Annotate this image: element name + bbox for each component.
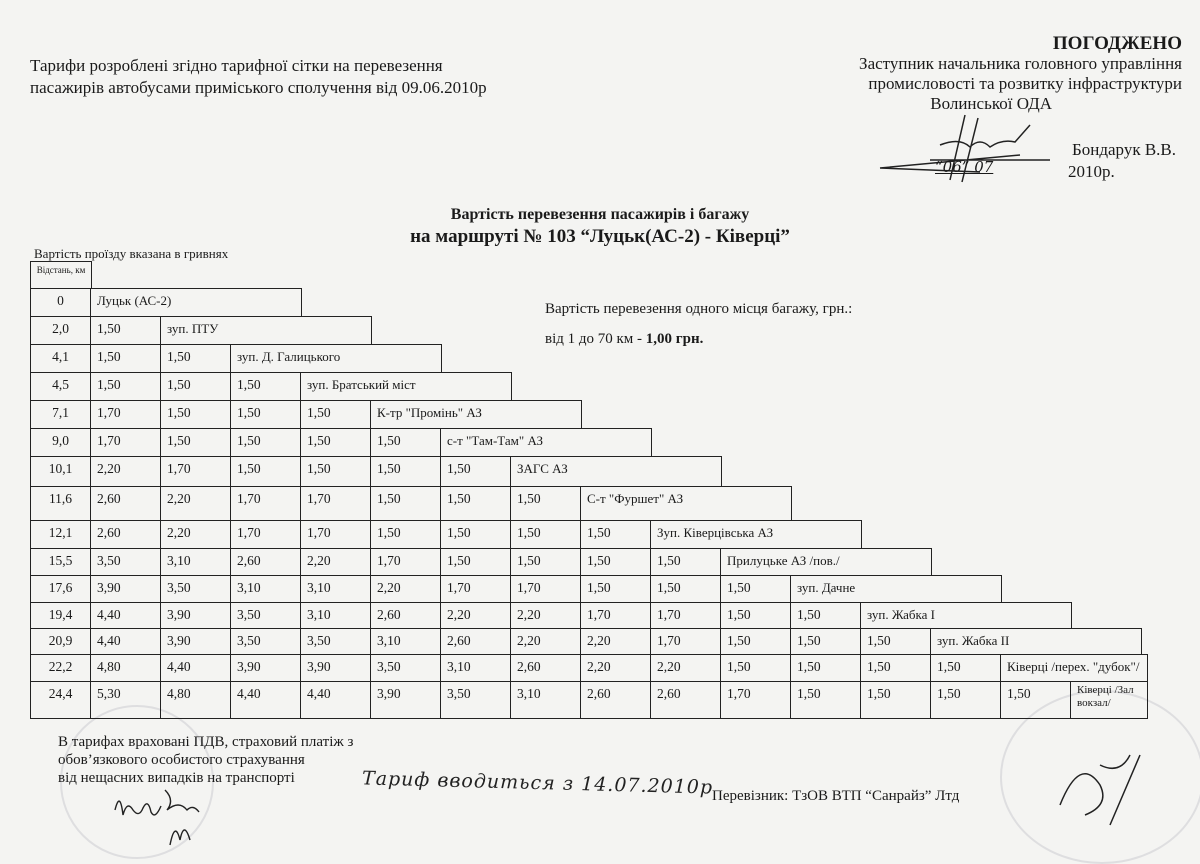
fare-cell: 2,60 — [440, 628, 511, 655]
fare-cell: 1,50 — [300, 400, 371, 429]
fare-cell: 1,70 — [510, 575, 581, 603]
approval-line: Заступник начальника головного управління — [859, 54, 1182, 73]
fare-cell: 1,50 — [720, 628, 791, 655]
title-line-1: Вартість перевезення пасажирів і багажу — [450, 206, 750, 223]
fare-cell: 4,40 — [300, 681, 371, 719]
approval-label: ПОГОДЖЕНО — [1052, 33, 1182, 54]
fare-cell: 1,70 — [90, 428, 161, 457]
fare-cell: 1,70 — [160, 456, 231, 487]
fare-cell: 1,70 — [300, 520, 371, 549]
distance-cell: 22,2 — [30, 654, 91, 682]
stop-name-cell: Прилуцьке АЗ /пов./ — [720, 548, 932, 576]
carrier-signature — [110, 780, 250, 850]
fare-cell: 2,20 — [650, 654, 721, 682]
fare-cell: 2,60 — [510, 654, 581, 682]
fare-cell: 1,50 — [720, 602, 791, 629]
distance-cell: 20,9 — [30, 628, 91, 655]
fare-cell: 1,50 — [300, 456, 371, 487]
fare-cell: 2,20 — [510, 628, 581, 655]
stop-name-cell: зуп. Жабка I — [860, 602, 1072, 629]
fare-cell: 4,80 — [160, 681, 231, 719]
stop-name-cell: зуп. Д. Галицького — [230, 344, 442, 373]
fare-cell: 1,50 — [90, 316, 161, 345]
fare-cell: 1,50 — [650, 548, 721, 576]
footnote-line: від нещасних випадків на транспорті — [58, 770, 295, 786]
approval-line: Волинської ОДА — [930, 94, 1052, 113]
footnote-line: В тарифах враховані ПДВ, страховий платіж з — [58, 734, 354, 750]
fare-cell: 2,60 — [650, 681, 721, 719]
stop-name-cell: зуп. Жабка II — [930, 628, 1142, 655]
fare-cell: 2,20 — [300, 548, 371, 576]
fare-cell: 1,50 — [230, 428, 301, 457]
fare-cell: 2,20 — [160, 486, 231, 521]
distance-cell: 2,0 — [30, 316, 91, 345]
fare-cell: 3,90 — [370, 681, 441, 719]
handwritten-effective-date: Тариф вводиться з 14.07.2010р — [361, 767, 714, 799]
fare-cell: 1,50 — [860, 681, 931, 719]
distance-cell: 15,5 — [30, 548, 91, 576]
fare-cell: 3,90 — [230, 654, 301, 682]
fare-cell: 1,50 — [370, 486, 441, 521]
fare-cell: 3,90 — [160, 628, 231, 655]
distance-cell: 10,1 — [30, 456, 91, 487]
fare-cell: 4,40 — [90, 602, 161, 629]
fare-cell: 1,50 — [160, 372, 231, 401]
tariff-basis-line: Тарифи розроблені згідно тарифної сітки на перевезення — [30, 56, 443, 75]
fare-cell: 3,50 — [90, 548, 161, 576]
fare-cell: 1,50 — [580, 575, 651, 603]
fare-cell: 1,50 — [440, 520, 511, 549]
fare-cell: 1,70 — [370, 548, 441, 576]
fare-cell: 3,90 — [160, 602, 231, 629]
fare-cell: 3,10 — [440, 654, 511, 682]
fare-cell: 1,70 — [230, 486, 301, 521]
currency-note: Вартість проїзду вказана в гривнях — [34, 246, 229, 261]
distance-cell: 7,1 — [30, 400, 91, 429]
fare-cell: 2,60 — [580, 681, 651, 719]
fare-cell: 1,50 — [860, 628, 931, 655]
fare-cell: 1,50 — [90, 344, 161, 373]
stop-name-cell: Ківерці /перех. "дубок"/ — [1000, 654, 1148, 682]
fare-cell: 1,50 — [1000, 681, 1071, 719]
stop-name-cell: К-тр "Промінь" АЗ — [370, 400, 582, 429]
fare-cell: 1,50 — [860, 654, 931, 682]
fare-cell: 2,60 — [90, 520, 161, 549]
baggage-range: від 1 до 70 км - — [545, 331, 646, 347]
fare-cell: 1,50 — [440, 456, 511, 487]
carrier-name: Перевізник: ТзОВ ВТП “Санрайз” Лтд — [712, 788, 960, 804]
fare-cell: 1,50 — [90, 372, 161, 401]
carrier-stamp-signature — [1040, 745, 1160, 835]
fare-cell: 1,70 — [230, 520, 301, 549]
fare-cell: 3,50 — [300, 628, 371, 655]
title-line-2: на маршруті № 103 “Луцьк(АС-2) - Ківерці” — [410, 226, 790, 247]
fare-cell: 3,90 — [300, 654, 371, 682]
fare-cell: 3,50 — [160, 575, 231, 603]
vat-footnote — [58, 733, 353, 787]
approval-date-handwritten: “06” 07 — [935, 158, 994, 176]
fare-cell: 1,50 — [510, 548, 581, 576]
fare-cell: 1,50 — [790, 602, 861, 629]
fare-cell: 2,20 — [580, 628, 651, 655]
fare-cell: 1,50 — [160, 428, 231, 457]
baggage-label: Вартість перевезення одного місця багажу, грн.: — [545, 301, 853, 317]
fare-cell: 3,10 — [370, 628, 441, 655]
fare-cell: 3,50 — [370, 654, 441, 682]
stop-name-cell: ЗАГС АЗ — [510, 456, 722, 487]
fare-cell: 1,50 — [370, 428, 441, 457]
tariff-basis-line: пасажирів автобусами приміського сполучення від 09.06.2010р — [30, 78, 487, 97]
fare-cell: 4,40 — [230, 681, 301, 719]
distance-header: Відстань, км — [30, 261, 92, 289]
fare-cell: 3,10 — [160, 548, 231, 576]
stop-name-cell: зуп. Дачне — [790, 575, 1002, 603]
fare-cell: 1,70 — [440, 575, 511, 603]
document-title — [0, 204, 1200, 248]
fare-cell: 2,20 — [160, 520, 231, 549]
stop-name-cell: зуп. ПТУ — [160, 316, 372, 345]
distance-cell: 17,6 — [30, 575, 91, 603]
stop-name-cell: с-т "Там-Там" АЗ — [440, 428, 652, 457]
fare-cell: 1,70 — [650, 628, 721, 655]
distance-cell: 4,5 — [30, 372, 91, 401]
fare-cell: 1,50 — [930, 654, 1001, 682]
fare-cell: 1,70 — [720, 681, 791, 719]
fare-cell: 3,90 — [90, 575, 161, 603]
approval-line: промисловості та розвитку інфраструктури — [868, 74, 1182, 93]
fare-cell: 2,60 — [230, 548, 301, 576]
fare-cell: 1,50 — [370, 456, 441, 487]
fare-cell: 2,60 — [90, 486, 161, 521]
stop-name-cell: Луцьк (АС-2) — [90, 288, 302, 317]
approval-block — [859, 34, 1182, 114]
stop-name-cell: Зуп. Ківерцівська АЗ — [650, 520, 862, 549]
footnote-line: обов’язкового особистого страхування — [58, 752, 305, 768]
fare-cell: 2,20 — [580, 654, 651, 682]
fare-cell: 1,50 — [230, 400, 301, 429]
fare-cell: 1,50 — [230, 456, 301, 487]
distance-cell: 4,1 — [30, 344, 91, 373]
fare-cell: 2,20 — [510, 602, 581, 629]
distance-cell: 11,6 — [30, 486, 91, 521]
tariff-basis-note — [30, 55, 487, 99]
fare-cell: 2,20 — [370, 575, 441, 603]
distance-cell: 9,0 — [30, 428, 91, 457]
fare-cell: 1,50 — [300, 428, 371, 457]
fare-cell: 2,20 — [90, 456, 161, 487]
fare-cell: 1,70 — [580, 602, 651, 629]
fare-cell: 1,50 — [160, 344, 231, 373]
distance-cell: 12,1 — [30, 520, 91, 549]
fare-cell: 1,50 — [790, 654, 861, 682]
fare-cell: 3,50 — [230, 628, 301, 655]
fare-cell: 1,50 — [930, 681, 1001, 719]
fare-cell: 3,10 — [230, 575, 301, 603]
fare-cell: 1,70 — [650, 602, 721, 629]
distance-cell: 24,4 — [30, 681, 91, 719]
stop-name-cell: С-т "Фуршет" АЗ — [580, 486, 792, 521]
fare-cell: 2,60 — [370, 602, 441, 629]
fare-cell: 3,10 — [300, 602, 371, 629]
fare-cell: 1,50 — [650, 575, 721, 603]
fare-cell: 1,50 — [510, 520, 581, 549]
fare-cell: 1,50 — [720, 654, 791, 682]
distance-cell: 19,4 — [30, 602, 91, 629]
fare-cell: 1,50 — [230, 372, 301, 401]
fare-cell: 4,80 — [90, 654, 161, 682]
fare-cell: 3,50 — [230, 602, 301, 629]
fare-cell: 1,50 — [720, 575, 791, 603]
baggage-info — [545, 294, 852, 354]
fare-cell: 1,70 — [300, 486, 371, 521]
fare-cell: 1,50 — [790, 681, 861, 719]
fare-cell: 1,50 — [580, 520, 651, 549]
fare-cell: 1,50 — [790, 628, 861, 655]
distance-cell: 0 — [30, 288, 91, 317]
fare-cell: 1,50 — [580, 548, 651, 576]
signatory-name: Бондарук В.В. — [1072, 140, 1177, 159]
stop-name-cell: зуп. Братський міст — [300, 372, 512, 401]
fare-cell: 1,50 — [160, 400, 231, 429]
fare-cell: 1,50 — [440, 486, 511, 521]
fare-cell: 5,30 — [90, 681, 161, 719]
fare-cell: 4,40 — [90, 628, 161, 655]
approval-date-year: 2010р. — [1068, 162, 1115, 181]
fare-cell: 2,20 — [440, 602, 511, 629]
fare-cell: 3,50 — [440, 681, 511, 719]
fare-cell: 1,50 — [440, 548, 511, 576]
fare-cell: 4,40 — [160, 654, 231, 682]
fare-cell: 1,50 — [370, 520, 441, 549]
fare-cell: 3,10 — [300, 575, 371, 603]
fare-cell: 1,50 — [510, 486, 581, 521]
stop-name-cell: Ківерці /Зал вокзал/ — [1070, 681, 1148, 719]
fare-cell: 1,70 — [90, 400, 161, 429]
baggage-price: 1,00 грн. — [645, 331, 704, 347]
fare-cell: 3,10 — [510, 681, 581, 719]
